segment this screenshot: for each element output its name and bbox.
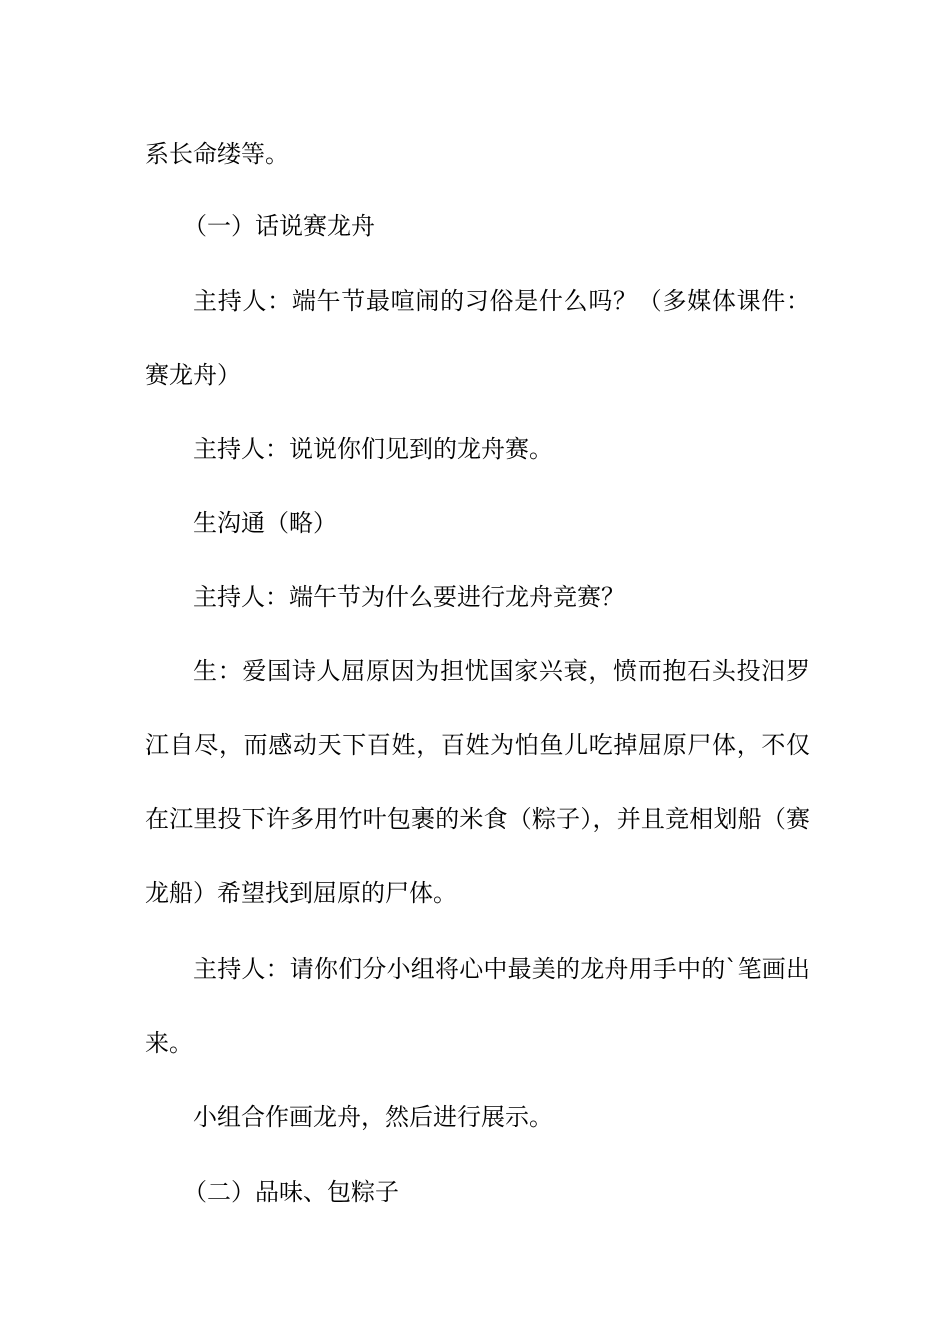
- paragraph-host-why: 主持人：端午节为什么要进行龙舟竞赛？: [193, 583, 625, 611]
- paragraph-student-answer: 生：爱国诗人屈原因为担忧国家兴衰，愤而抱石头投汨罗江自尽，而感动天下百姓，百姓为怕鱼儿吃掉屈原尸体，不仅在江里投下许多用竹叶包裹的米食（粽子），并且竞相划船（赛龙船）希望找到屈原的尸体。: [145, 657, 810, 907]
- paragraph-group-draw: 小组合作画龙舟，然后进行展示。: [193, 1103, 553, 1131]
- paragraph-student-communication: 生沟通（略）: [193, 509, 337, 537]
- paragraph-host-question: 主持人：端午节最喧闹的习俗是什么吗？（多媒体课件：赛龙舟）: [145, 287, 810, 389]
- section-heading-zongzi: （二）品味、包粽子: [183, 1178, 399, 1206]
- paragraph-host-prompt: 主持人：说说你们见到的龙舟赛。: [193, 435, 553, 463]
- paragraph-host-draw: 主持人：请你们分小组将心中最美的龙舟用手中的`笔画出来。: [145, 955, 810, 1057]
- section-heading-dragon-boat: （一）话说赛龙舟: [183, 212, 375, 240]
- paragraph-continuation: 系长命缕等。: [145, 140, 289, 168]
